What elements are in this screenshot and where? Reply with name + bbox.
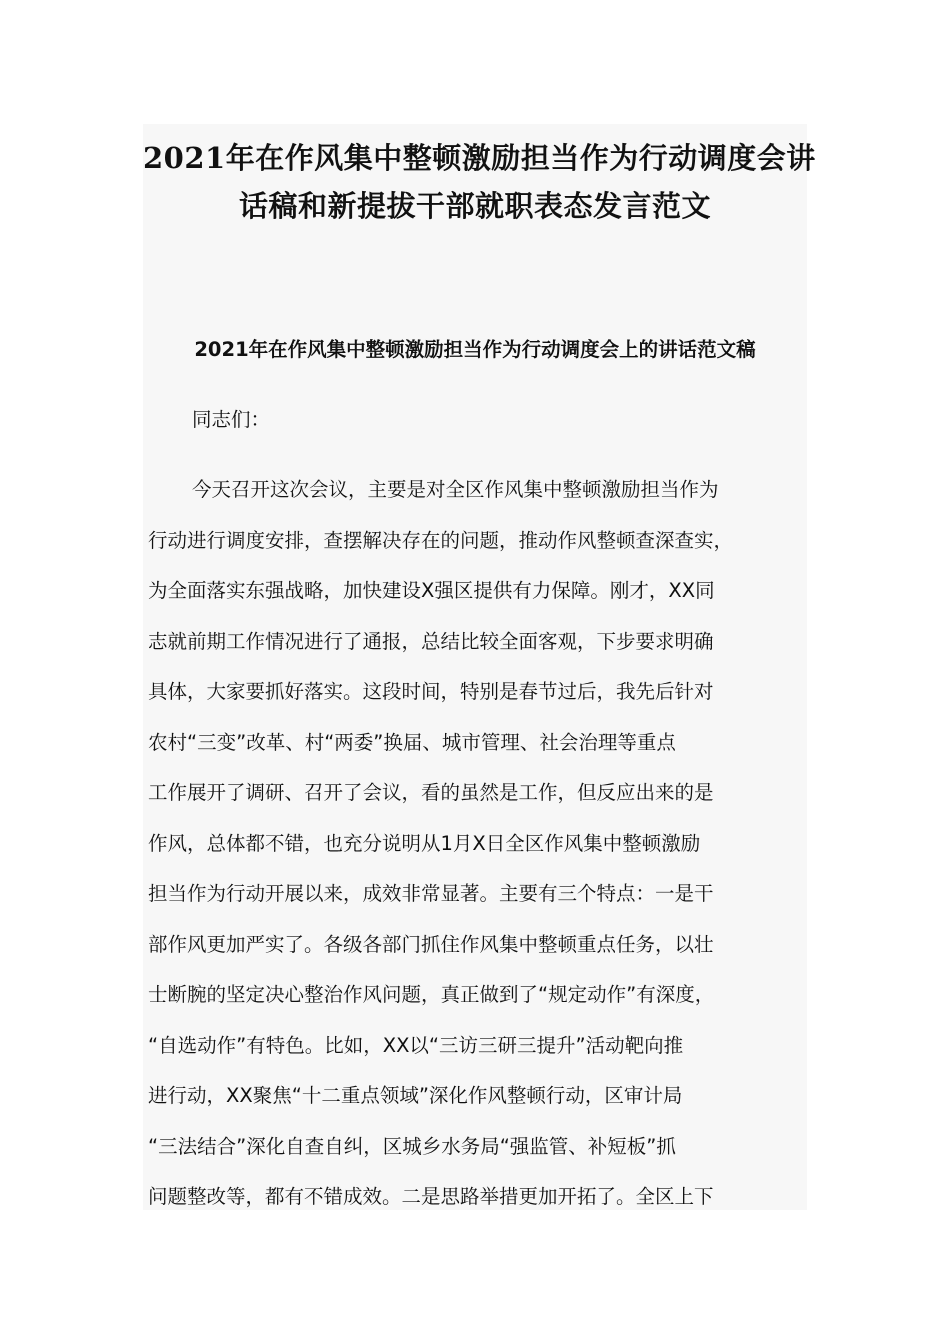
- paragraph-line: 问题整改等，都有不错成效。二是思路举措更加开拓了。全区上下: [148, 1185, 714, 1208]
- document-title: [143, 124, 816, 228]
- document-page: [143, 124, 816, 1210]
- section-heading: 2021年在作风集中整顿激励担当作为行动调度会上的讲话范文稿: [194, 338, 756, 361]
- paragraph-line: 行动进行调度安排，查摆解决存在的问题，推动作风整顿查深查实，: [148, 528, 734, 552]
- paragraph-line: 今天召开这次会议，主要是对全区作风集中整顿激励担当作为: [192, 478, 719, 501]
- paragraph-line: 为全面落实东强战略，加快建设X强区提供有力保障。刚才，XX同: [148, 579, 715, 602]
- paragraph-line: 农村“三变”改革、村“两委”换届、城市管理、社会治理等重点: [148, 730, 676, 754]
- paragraph-line: 士断腕的坚定决心整治作风问题，真正做到了“规定动作”有深度，: [148, 983, 715, 1006]
- paragraph-line: 工作展开了调研、召开了会议，看的虽然是工作，但反应出来的是: [148, 781, 714, 804]
- paragraph-line: 志就前期工作情况进行了通报，总结比较全面客观，下步要求明确: [148, 629, 714, 653]
- salutation: 同志们：: [192, 408, 271, 431]
- body-paragraph: [148, 470, 804, 1228]
- paragraph-line: 担当作为行动开展以来，成效非常显著。主要有三个特点：一是干: [148, 882, 714, 905]
- paragraph-line: “三法结合”深化自查自纠，区城乡水务局“强监管、补短板”抓: [148, 1134, 676, 1158]
- paragraph-line: 进行动，XX聚焦“十二重点领域”深化作风整顿行动，区审计局: [148, 1084, 683, 1107]
- paragraph-line: “自选动作”有特色。比如，XX以“三访三研三提升”活动靶向推: [148, 1033, 684, 1057]
- paragraph-line: 具体，大家要抓好落实。这段时间，特别是春节过后，我先后针对: [148, 680, 714, 703]
- title-line: 2021年在作风集中整顿激励担当作为行动调度会讲: [143, 141, 816, 175]
- title-line: 话稿和新提拔干部就职表态发言范文: [238, 189, 711, 223]
- paragraph-line: 部作风更加严实了。各级各部门抓住作风集中整顿重点任务，以壮: [148, 932, 714, 956]
- paragraph-line: 作风，总体都不错，也充分说明从1月X日全区作风集中整顿激励: [148, 831, 701, 855]
